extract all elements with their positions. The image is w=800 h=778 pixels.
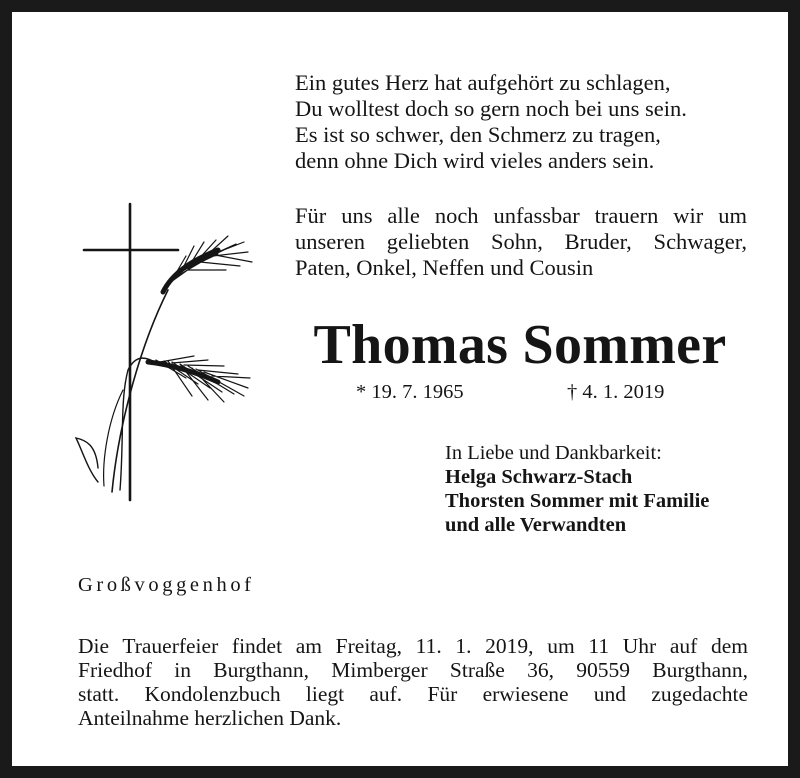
birth-date: * 19. 7. 1965 bbox=[356, 381, 464, 403]
funeral-line: Anteilnahme herzlichen Dank. bbox=[78, 706, 342, 730]
intro-line: Paten, Onkel, Neffen und Cousin bbox=[295, 255, 594, 280]
cross-with-wheat-icon bbox=[68, 200, 258, 505]
place-name: Großvoggenhof bbox=[78, 574, 255, 596]
mourners-intro: In Liebe und Dankbarkeit: bbox=[445, 442, 662, 464]
death-date: † 4. 1. 2019 bbox=[567, 381, 665, 403]
poem-line: Ein gutes Herz hat aufgehört zu schlagen, bbox=[295, 70, 671, 95]
funeral-notice bbox=[78, 634, 748, 730]
poem bbox=[295, 70, 755, 174]
mourners bbox=[445, 441, 775, 537]
deceased-name: Thomas Sommer bbox=[313, 314, 727, 376]
poem-line: Du wolltest doch so gern noch bei uns sein. bbox=[295, 96, 687, 121]
intro-line: Für uns alle noch unfassbar trauern wir um bbox=[295, 203, 747, 228]
funeral-line: Die Trauerfeier findet am Freitag, 11. 1. 2019, um 11 Uhr auf dem bbox=[78, 634, 748, 658]
mourning-intro bbox=[295, 203, 747, 281]
funeral-line: statt. Kondolenzbuch liegt auf. Für erwiesene und zugedachte bbox=[78, 682, 748, 706]
poem-line: Es ist so schwer, den Schmerz zu tragen, bbox=[295, 122, 661, 147]
mourner-name: und alle Verwandten bbox=[445, 514, 627, 536]
intro-line: unseren geliebten Sohn, Bruder, Schwager, bbox=[295, 229, 747, 254]
poem-line: denn ohne Dich wird vieles anders sein. bbox=[295, 148, 655, 173]
mourner-name: Thorsten Sommer mit Familie bbox=[445, 490, 710, 512]
funeral-line: Friedhof in Burgthann, Mimberger Straße 36, 90559 Burgthann, bbox=[78, 658, 748, 682]
mourner-name: Helga Schwarz-Stach bbox=[445, 466, 633, 488]
